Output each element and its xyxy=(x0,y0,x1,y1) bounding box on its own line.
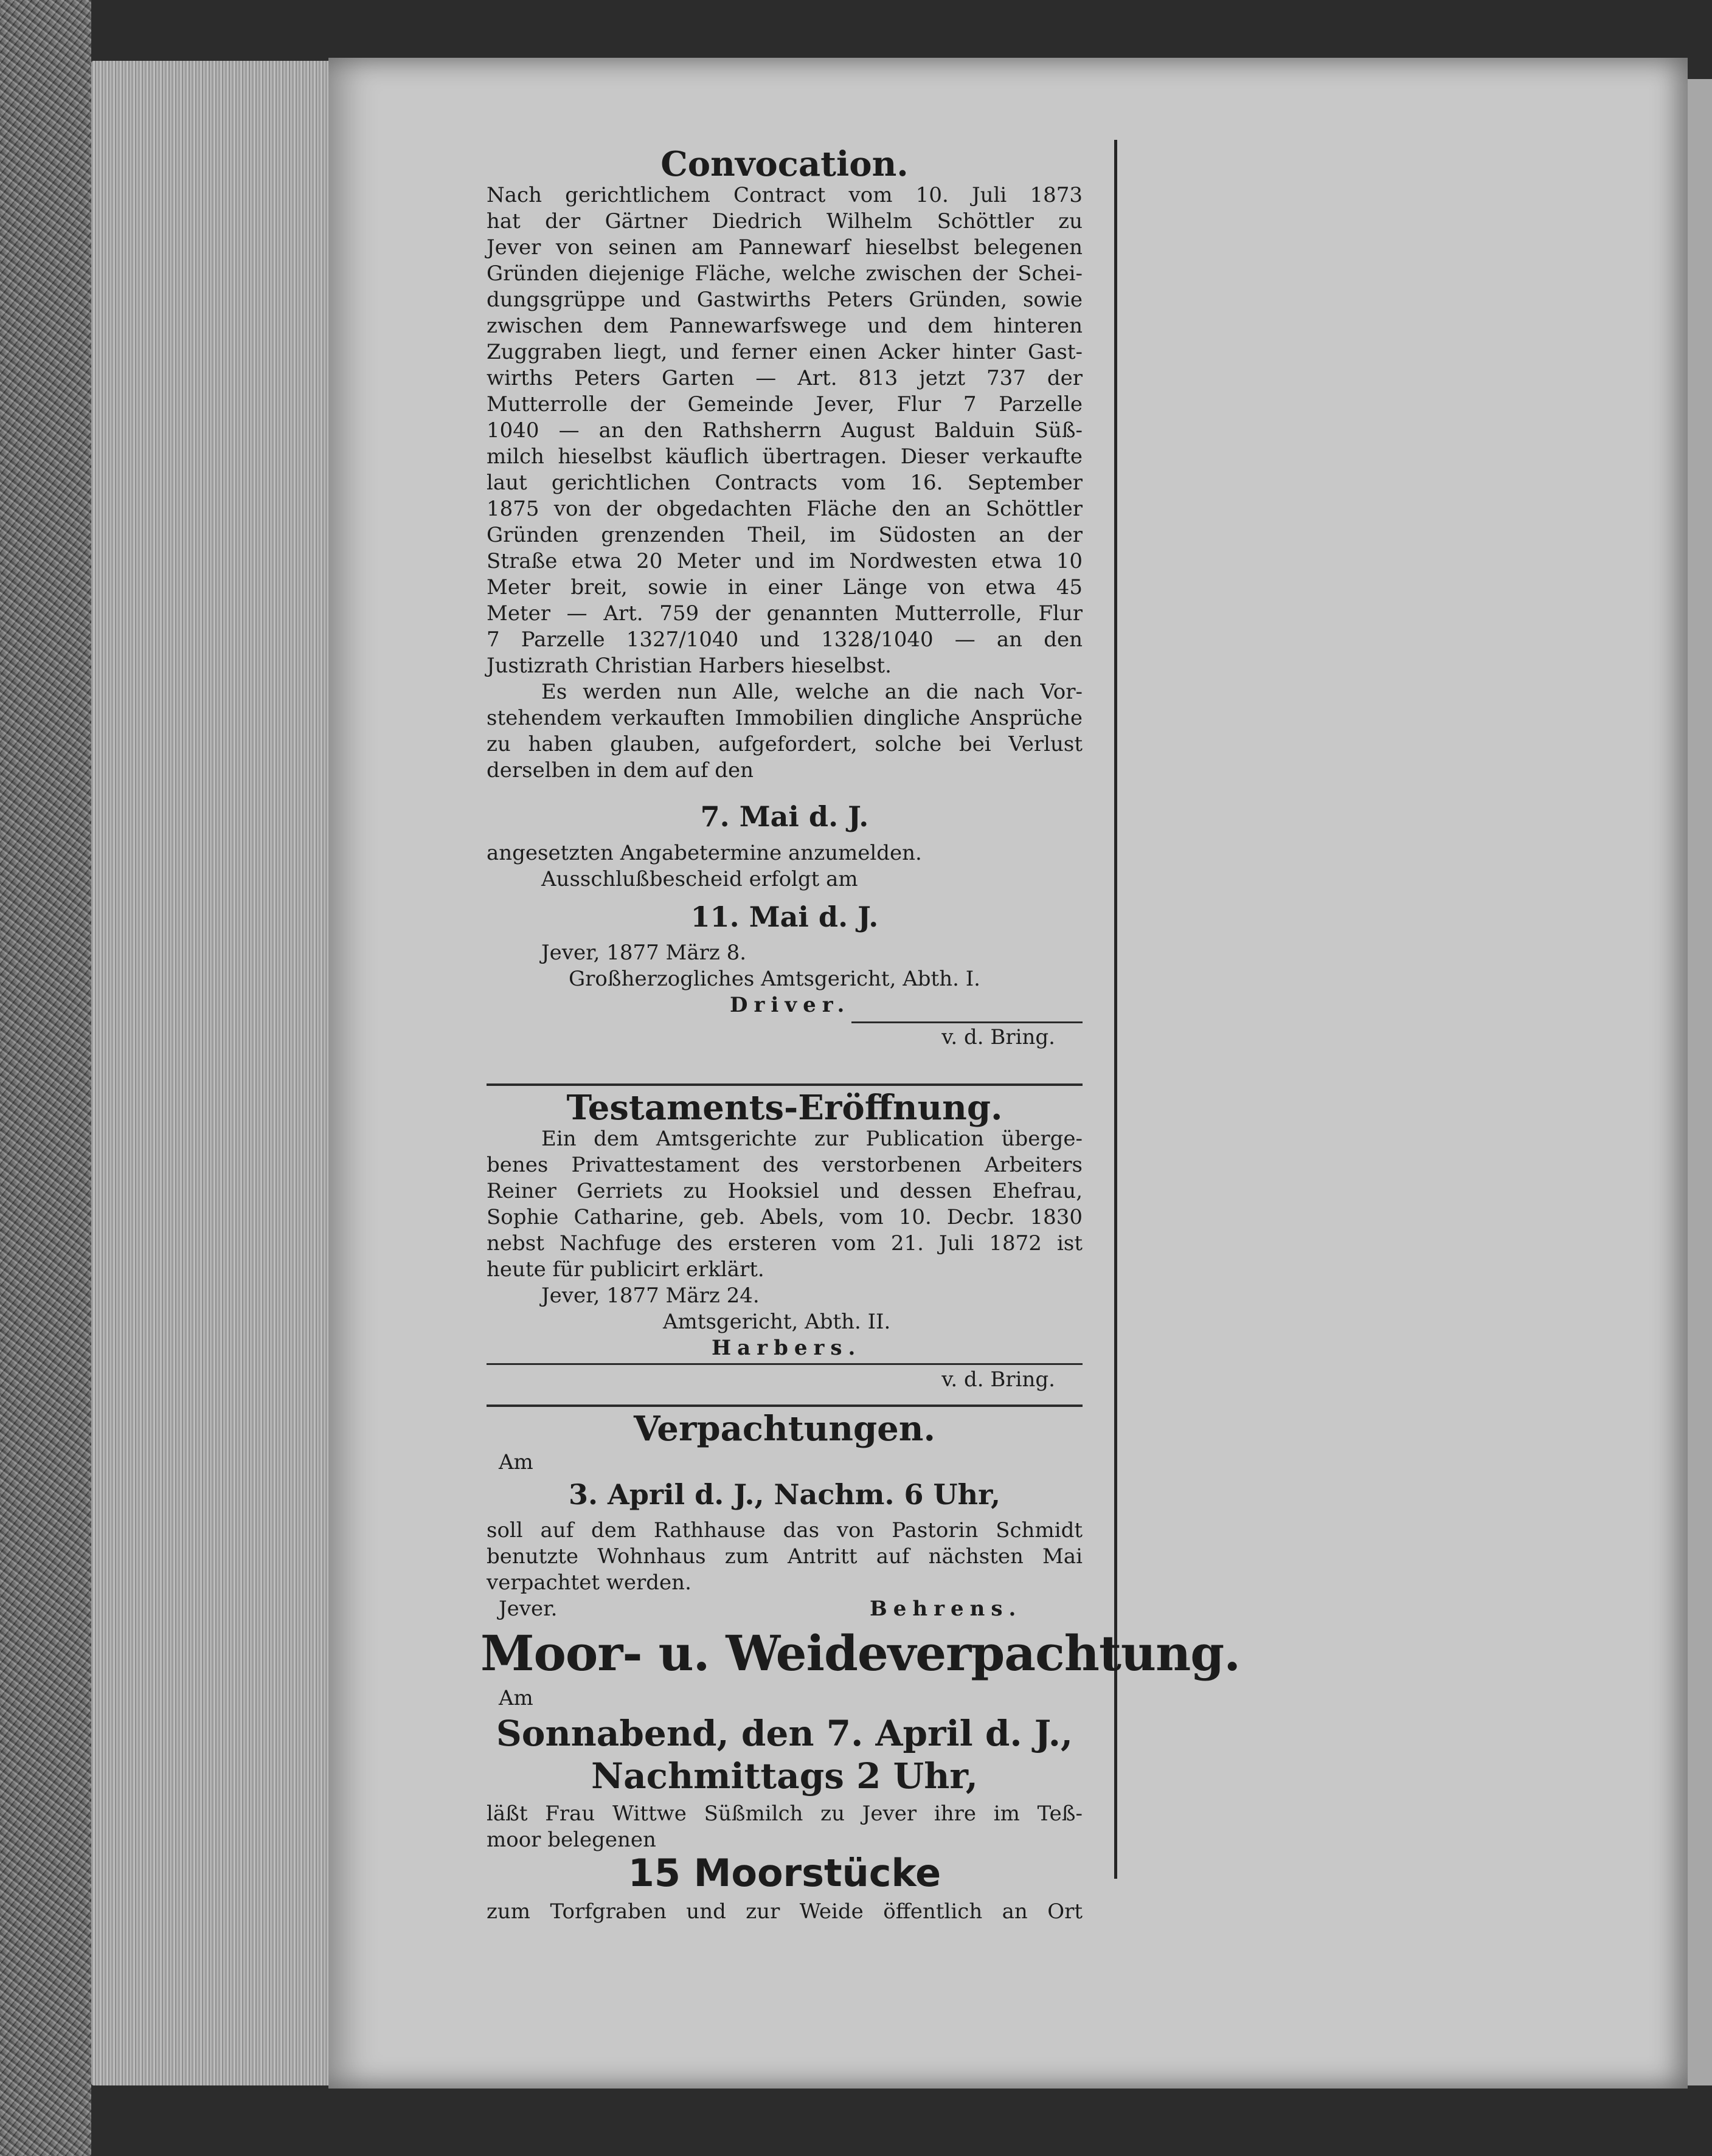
place-date: Jever, 1877 März 24. xyxy=(541,1284,760,1308)
signature-rule xyxy=(851,1021,1083,1023)
text-line: verpachtet werden. xyxy=(487,1570,691,1595)
text-line: derselben in dem auf den xyxy=(487,758,754,783)
text-line: benes Privattestament des verstorbenen Arbeiters xyxy=(487,1153,1083,1177)
decision-date: 11. Mai d. J. xyxy=(690,900,879,933)
section-rule xyxy=(487,1083,1083,1086)
text-line: Ein dem Amtsgerichte zur Publication überge- xyxy=(541,1127,1083,1151)
text-line: 1040 — an den Rathsherrn August Balduin Süß- xyxy=(487,418,1083,443)
moor-date: Sonnabend, den 7. April d. J., xyxy=(496,1713,1073,1754)
text-line: Zuggraben liegt, und ferner einen Acker hinter Gast- xyxy=(487,340,1083,364)
text-line: stehendem verkauften Immobilien dingliche Ansprüche xyxy=(487,706,1083,730)
next-page-edge xyxy=(1688,79,1712,2085)
text-line: Justizrath Christian Harbers hieselbst. xyxy=(487,654,892,678)
text-line: Mutterrolle der Gemeinde Jever, Flur 7 Parzelle xyxy=(487,392,1083,416)
convocation-title: Convocation. xyxy=(660,144,909,184)
moor-title: Moor- u. Weideverpachtung. xyxy=(480,1625,1241,1682)
text-line: Straße etwa 20 Meter und im Nordwesten etwa 10 xyxy=(487,549,1083,573)
place-date: Jever. xyxy=(499,1597,558,1621)
court-name: Großherzogliches Amtsgericht, Abth. I. xyxy=(569,967,980,991)
text-line: laut gerichtlichen Contracts vom 16. September xyxy=(487,471,1083,495)
text-line: 1875 von der obgedachten Fläche den an Schöttler xyxy=(487,497,1083,521)
moor-big-lot: 15 Moorstücke xyxy=(628,1851,941,1895)
text-line: heute für publicirt erklärt. xyxy=(487,1257,764,1282)
text-line: Am xyxy=(499,1450,533,1474)
text-line: moor belegenen xyxy=(487,1828,656,1852)
text-line: Gründen diejenige Fläche, welche zwischen der Schei- xyxy=(487,261,1083,286)
signature-rule xyxy=(487,1363,1083,1365)
page-edges xyxy=(91,61,328,2085)
text-line: wirths Peters Garten — Art. 813 jetzt 737 der xyxy=(487,366,1083,390)
deadline-date: 7. Mai d. J. xyxy=(700,800,869,833)
text-line: soll auf dem Rathhause das von Pastorin Schmidt xyxy=(487,1518,1083,1543)
moor-time: Nachmittags 2 Uhr, xyxy=(591,1755,978,1797)
marbled-cover xyxy=(0,0,91,2156)
testament-title: Testaments-Eröffnung. xyxy=(566,1088,1003,1128)
text-line: Es werden nun Alle, welche an die nach Vor- xyxy=(541,680,1083,704)
text-line: Reiner Gerriets zu Hooksiel und dessen Ehefrau, xyxy=(487,1179,1083,1203)
text-line: hat der Gärtner Diedrich Wilhelm Schöttler zu xyxy=(487,209,1083,233)
place-date: Jever, 1877 März 8. xyxy=(541,941,747,965)
signature: Behrens. xyxy=(870,1597,1022,1621)
text-line: Gründen grenzenden Theil, im Südosten an der xyxy=(487,523,1083,547)
text-line: zwischen dem Pannewarfswege und dem hinteren xyxy=(487,314,1083,338)
court-name: Amtsgericht, Abth. II. xyxy=(663,1310,891,1334)
text-line: Sophie Catharine, geb. Abels, vom 10. Decbr. 1830 xyxy=(487,1205,1083,1229)
text-line: Am xyxy=(499,1686,533,1710)
verpachtungen-title: Verpachtungen. xyxy=(634,1409,935,1449)
auction-date: 3. April d. J., Nachm. 6 Uhr, xyxy=(568,1478,1000,1511)
text-line: Jever von seinen am Pannewarf hieselbst belegenen xyxy=(487,235,1083,260)
text-line: zum Torfgraben und zur Weide öffentlich an Ort xyxy=(487,1899,1083,1924)
column-divider xyxy=(1114,140,1117,1879)
judge-signature: Harbers. xyxy=(712,1336,862,1360)
text-line: 7 Parzelle 1327/1040 und 1328/1040 — an den xyxy=(487,627,1083,652)
text-line: Ausschlußbescheid erfolgt am xyxy=(541,867,858,891)
text-line: Meter breit, sowie in einer Länge von etwa 45 xyxy=(487,575,1083,599)
text-line: läßt Frau Wittwe Süßmilch zu Jever ihre im Teß- xyxy=(487,1802,1083,1826)
text-line: nebst Nachfuge des ersteren vom 21. Juli 1872 ist xyxy=(487,1231,1083,1256)
clerk-signature: v. d. Bring. xyxy=(941,1367,1055,1392)
section-rule xyxy=(487,1405,1083,1407)
text-line: Meter — Art. 759 der genannten Mutterrolle, Flur xyxy=(487,601,1083,626)
text-line: Nach gerichtlichem Contract vom 10. Juli 1873 xyxy=(487,183,1083,207)
text-line: zu haben glauben, aufgefordert, solche bei Verlust xyxy=(487,732,1083,756)
text-line: dungsgrüppe und Gastwirths Peters Gründen, sowie xyxy=(487,288,1083,312)
text-line: benutzte Wohnhaus zum Antritt auf nächsten Mai xyxy=(487,1544,1083,1569)
text-line: milch hieselbst käuflich übertragen. Dieser verkaufte xyxy=(487,444,1083,469)
clerk-signature: v. d. Bring. xyxy=(941,1025,1055,1049)
judge-signature: Driver. xyxy=(730,993,851,1017)
text-line: angesetzten Angabetermine anzumelden. xyxy=(487,841,922,865)
